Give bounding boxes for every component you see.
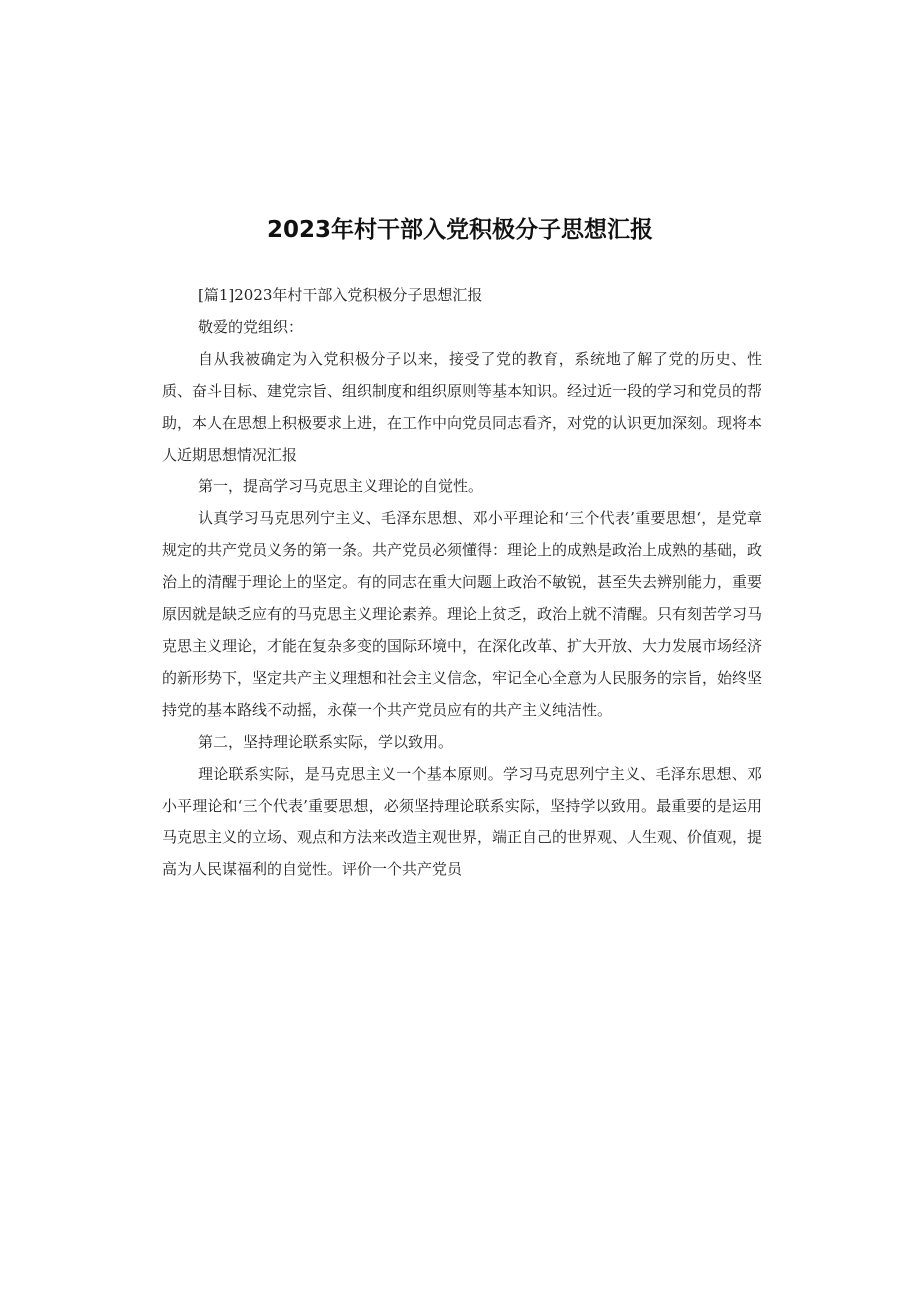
document-body (162, 280, 762, 886)
document-title: 2023年村干部入党积极分子思想汇报 (266, 217, 653, 243)
point-one-body: 认真学习马克思列宁主义、毛泽东思想、邓小平理论和‘三个代表’重要思想‘，是党章规定的共产党员义务的第一条。共产党员必须懂得：理论上的成熟是政治上成熟的基础，政治上的清醒于理论上的坚定。有的同志在重大问题上政治不敏锐，甚至失去辨别能力，重要原因就是缺乏应有的马克思主义理论素养。理论上贫乏，政治上就不清醒。只有刻苦学习马克思主义理论，才能在复杂多变的国际环境中，在深化改革、扩大开放、大力发展市场经济的新形势下，坚定共产主义理想和社会主义信念，牢记全心全意为人民服务的宗旨，始终坚持党的基本路线不动摇，永葆一个共产党员应有的共产主义纯洁性。 (162, 509, 763, 719)
paragraph-intro: 自从我被确定为入党积极分子以来，接受了党的教育，系统地了解了党的历史、性质、奋斗目标、建党宗旨、组织制度和组织原则等基本知识。经过近一段的学习和党员的帮助，本人在思想上积极要求上进，在工作中向党员同志看齐，对党的认识更加深刻。现将本人近期思想情况汇报 (162, 349, 763, 464)
point-one-heading: 第一，提高学习马克思主义理论的自觉性。 (198, 477, 484, 496)
section-heading: [篇1]2023年村干部入党积极分子思想汇报 (198, 286, 483, 304)
point-two-body: 理论联系实际，是马克思主义一个基本原则。学习马克思列宁主义、毛泽东思想、邓小平理论和‘三个代表’重要思想，必须坚持理论联系实际，坚持学以致用。最重要的是运用马克思主义的立场、观点和方法来改造主观世界，端正自己的世界观、人生观、价值观，提高为人民谋福利的自觉性。评价一个共产党员 (162, 764, 763, 879)
point-two-heading: 第二，坚持理论联系实际，学以致用。 (198, 732, 454, 751)
salutation: 敬爱的党组织： (198, 317, 304, 336)
